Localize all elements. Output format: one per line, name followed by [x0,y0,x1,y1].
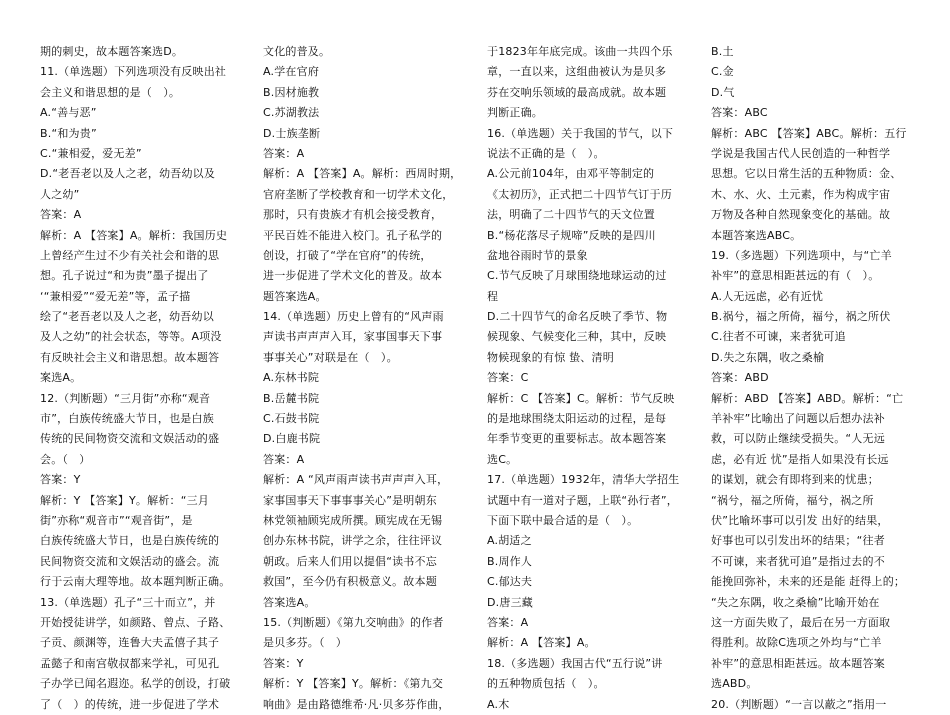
text-line: 的是地球围绕太阳运动的过程，是每 [487,412,667,426]
text-line: B.因材施教 [263,85,320,99]
text-line: 15.（判断题）《第九交响曲》的作者 [263,615,444,629]
text-line: C.石鼓书院 [263,412,320,426]
text-line: 章，一直以来，这组曲被认为是贝多 [487,65,667,79]
text-line: 事事关心”对联是在（ ）。 [263,350,398,364]
text-line: 答案：ABC [711,106,768,120]
text-line: 木、水、火、土元素，作为构成宇宙 [711,187,891,201]
text-line: B.周作人 [487,554,533,568]
text-line: 补牢”的意思相距甚远。故本题答案 [711,656,885,670]
text-line: 本题答案选ABC。 [711,228,802,242]
text-line: 市”，白族传统盛大节日，也是白族 [40,412,214,426]
text-line: 想。孔子说过“和为贵”墨子提出了 [40,269,209,283]
text-line: 题答案选A。 [263,289,327,303]
text-line: D.“老吾老以及人之老，幼吾幼以及 [40,167,216,181]
text-line: 了（ ）的传统，进一步促进了学术 [40,697,220,711]
text-line: 芬在交响乐领域的最高成就。故本题 [487,85,667,99]
text-line: 子贡、颜渊等，连鲁大夫孟僖子其子 [40,636,220,650]
text-line: 于1823年年底完成。该曲一共四个乐 [487,45,673,58]
text-line: 解析：Y 【答案】Y。解析：“三月 [40,493,210,507]
text-line: “失之东隅，收之桑榆”比喻开始在 [711,595,880,609]
text-line: D.士族垄断 [263,126,321,140]
text-line: 创设，打破了“学在官府”的传统， [263,248,432,262]
text-line: 选ABD。 [711,677,758,691]
text-line: D.唐三藏 [487,595,533,609]
text-line: D.二十四节气的命名反映了季节、物 [487,310,668,324]
text-line: 解析：C 【答案】C。解析：节气反映 [487,391,675,405]
text-line: 法，明确了二十四节气的天文位置 [487,208,655,222]
text-line: 伏”比喻坏事可以引发 出好的结果， [711,513,889,527]
text-line: 程 [487,289,499,303]
text-line: 16.（单选题）关于我国的节气，以下 [487,126,674,140]
text-line: 答案：Y [40,473,81,487]
text-line: B.岳麓书院 [263,391,320,405]
text-line: 答案选A。 [263,595,316,609]
text-line: C.金 [711,65,734,79]
text-line: 《太初历》，正式把二十四节气订于历 [487,187,672,201]
text-line: D.失之东隅，收之桑榆 [711,350,825,364]
text-line: A.胡适之 [487,534,532,548]
text-line: D.气 [711,85,735,99]
text-line: 创办东林书院，讲学之余，往往评议 [263,534,443,548]
text-line: 那时，只有贵族才有机会接受教育， [263,208,443,222]
text-column-2 [263,42,473,711]
text-line: 12.（判断题）“三月街”亦称“观音 [40,391,211,405]
text-line: 朝政。后来人们用以提倡“读书不忘 [263,554,437,568]
text-line: 官府垄断了学校教育和一切学术文化， [263,187,454,201]
text-line: 答案：C [487,371,529,385]
text-column-3 [487,42,699,711]
text-line: B.祸兮，福之所倚，福兮，祸之所伏 [711,310,891,324]
text-column-4 [711,42,911,711]
text-line: 传统的民间物资交流和文娱活动的盛 [40,432,220,446]
text-line: 救，可以防止继续受损失。“人无远 [711,432,885,446]
text-line: 民间物资交流和文娱活动的盛会。流 [40,554,220,568]
text-line: 得胜利。故除C选项之外均与“亡羊 [711,636,882,650]
text-line: 能挽回弥补，未来的还是能 赶得上的； [711,575,906,589]
text-line: 进一步促进了学术文化的普及。故本 [263,269,443,283]
text-line: 声读书声声声入耳，家事国事天下事 [263,330,443,344]
text-line: 20.（判断题）“一言以蔽之”指用一 [711,697,887,711]
text-line: 虑，必有近 忧”是指人如果没有长远 [711,452,889,466]
text-line: 解析：A “风声雨声读书声声声入耳， [263,473,449,487]
text-line: 答案：A [487,615,529,629]
text-line: C.节气反映了月球围绕地球运动的过 [487,269,667,283]
text-line: A.东林书院 [263,371,320,385]
text-line: 13.（单选题）孔子“三十而立”，并 [40,595,216,609]
text-line: A.“善与恶” [40,106,97,120]
text-line: 响曲》是由路德维希·凡·贝多芬作曲， [263,697,450,711]
text-line: 是贝多芬。（ ） [263,636,348,650]
text-line: A.学在官府 [263,65,320,79]
text-line: 案选A。 [40,371,82,385]
text-line: 解析：Y 【答案】Y。解析：《第九交 [263,677,444,691]
text-line: C.往者不可谏，来者犹可追 [711,330,846,344]
text-line: 人之幼” [40,187,80,201]
text-line: 白族传统盛大节日，也是白族传统的 [40,534,220,548]
text-line: 平民百姓不能进入校门。孔子私学的 [263,228,443,242]
text-line: 下面下联中最合适的是（ ）。 [487,513,639,527]
text-line: 答案：A [40,208,82,222]
text-line: 判断正确。 [487,106,543,120]
text-line: 候现象、气候变化三种，其中，反映 [487,330,667,344]
text-line: 补牢”的意思相距甚远的有（ ）。 [711,269,880,283]
text-line: 18.（多选题）我国古代“五行说”讲 [487,656,663,670]
text-line: 解析：A 【答案】A。解析：我国历史 [40,228,228,242]
text-line: 好事也可以引发出坏的结果；“往者 [711,534,885,548]
text-line: B.“杨花落尽子规啼”反映的是四川 [487,228,656,242]
text-line: 子办学已闻名遐迩。私学的创设，打破 [40,677,231,691]
text-line: B.“和为贵” [40,126,97,140]
text-line: 解析：A 【答案】A。 [487,636,596,650]
text-line: D.白鹿书院 [263,432,321,446]
text-line: 选C。 [487,452,518,466]
text-line: A.人无远虑，必有近忧 [711,289,824,303]
text-line: 解析：A 【答案】A。解析：西周时期， [263,167,462,181]
text-line: 盆地谷雨时节的景象 [487,248,588,262]
text-line: 会。（ ） [40,452,91,466]
text-line: C.“兼相爱，爱无差” [40,146,142,160]
text-line: 答案：A [263,146,305,160]
text-line: “祸兮，福之所倚，福兮，祸之所 [711,493,874,507]
text-line: 家事国事天下事事事关心”是明朝东 [263,493,437,507]
text-line: 试题中有一道对子题，上联“孙行者”， [487,493,678,507]
text-line: 有反映社会主义和谐思想。故本题答 [40,350,220,364]
text-line: 答案：A [263,452,305,466]
text-line: 17.（单选题）1932年，清华大学招生 [487,473,680,487]
text-line: 及人之幼”的社会状态，等等。A项没 [40,330,222,344]
text-column-1 [40,42,252,711]
text-line: 会主义和谐思想的是（ ）。 [40,85,181,99]
text-line: 不可谏，来者犹可追”是指过去的不 [711,554,885,568]
text-line: 学说是我国古代人民创造的一种哲学 [711,146,891,160]
text-line: 绘了“老吾老以及人之老，幼吾幼以 [40,310,214,324]
text-line: ‘“兼相爱”“爱无差”等，孟子描 [40,289,191,303]
text-line: 解析：ABC 【答案】ABC。解析：五行 [711,126,907,140]
text-line: 说法不正确的是（ ）。 [487,146,605,160]
text-line: A.木 [487,697,510,711]
text-line: 开始授徒讲学，如颜路、曾点、子路、 [40,615,231,629]
text-line: 救国”，至今仍有积极意义。故本题 [263,575,437,589]
text-line: 思想。它以日常生活的五种物质：金、 [711,167,902,181]
text-line: 物候现象的有惊 蛰、清明 [487,350,614,364]
text-line: 的五种物质包括（ ）。 [487,677,605,691]
text-line: B.土 [711,45,734,58]
text-line: 羊补牢”比喻出了问题以后想办法补 [711,412,885,426]
text-line: 解析：ABD 【答案】ABD。解析：“亡 [711,391,904,405]
text-line: 期的刺史，故本题答案选D。 [40,45,184,58]
text-line: 年季节变更的重要标志。故本题答案 [487,432,667,446]
text-line: 19.（多选题）下列选项中，与“亡羊 [711,248,892,262]
text-line: C.郁达夫 [487,575,533,589]
text-line: 的谋划，就会有即将到来的忧患； [711,473,879,487]
text-line: 行于云南大理等地。故本题判断正确。 [40,575,231,589]
text-line: 14.（单选题）历史上曾有的“风声雨 [263,310,444,324]
text-line: 街”亦称“观音市”“观音街”，是 [40,513,193,527]
text-line: A.公元前104年，由邓平等制定的 [487,167,655,181]
text-line: 上曾经产生过不少有关社会和谐的思 [40,248,220,262]
text-line: 11.（单选题）下列选项没有反映出社 [40,65,227,79]
text-line: 孟懿子和南宫敬叔都来学礼，可见孔 [40,656,220,670]
text-line: C.苏湖教法 [263,106,320,120]
text-line: 答案：Y [263,656,304,670]
text-line: 答案：ABD [711,371,769,385]
text-line: 这一方面失败了，最后在另一方面取 [711,615,891,629]
text-line: 林党领袖顾宪成所撰。顾宪成在无锡 [263,513,443,527]
text-line: 文化的普及。 [263,45,331,58]
text-line: 万物及各种自然现象变化的基础。故 [711,208,891,222]
